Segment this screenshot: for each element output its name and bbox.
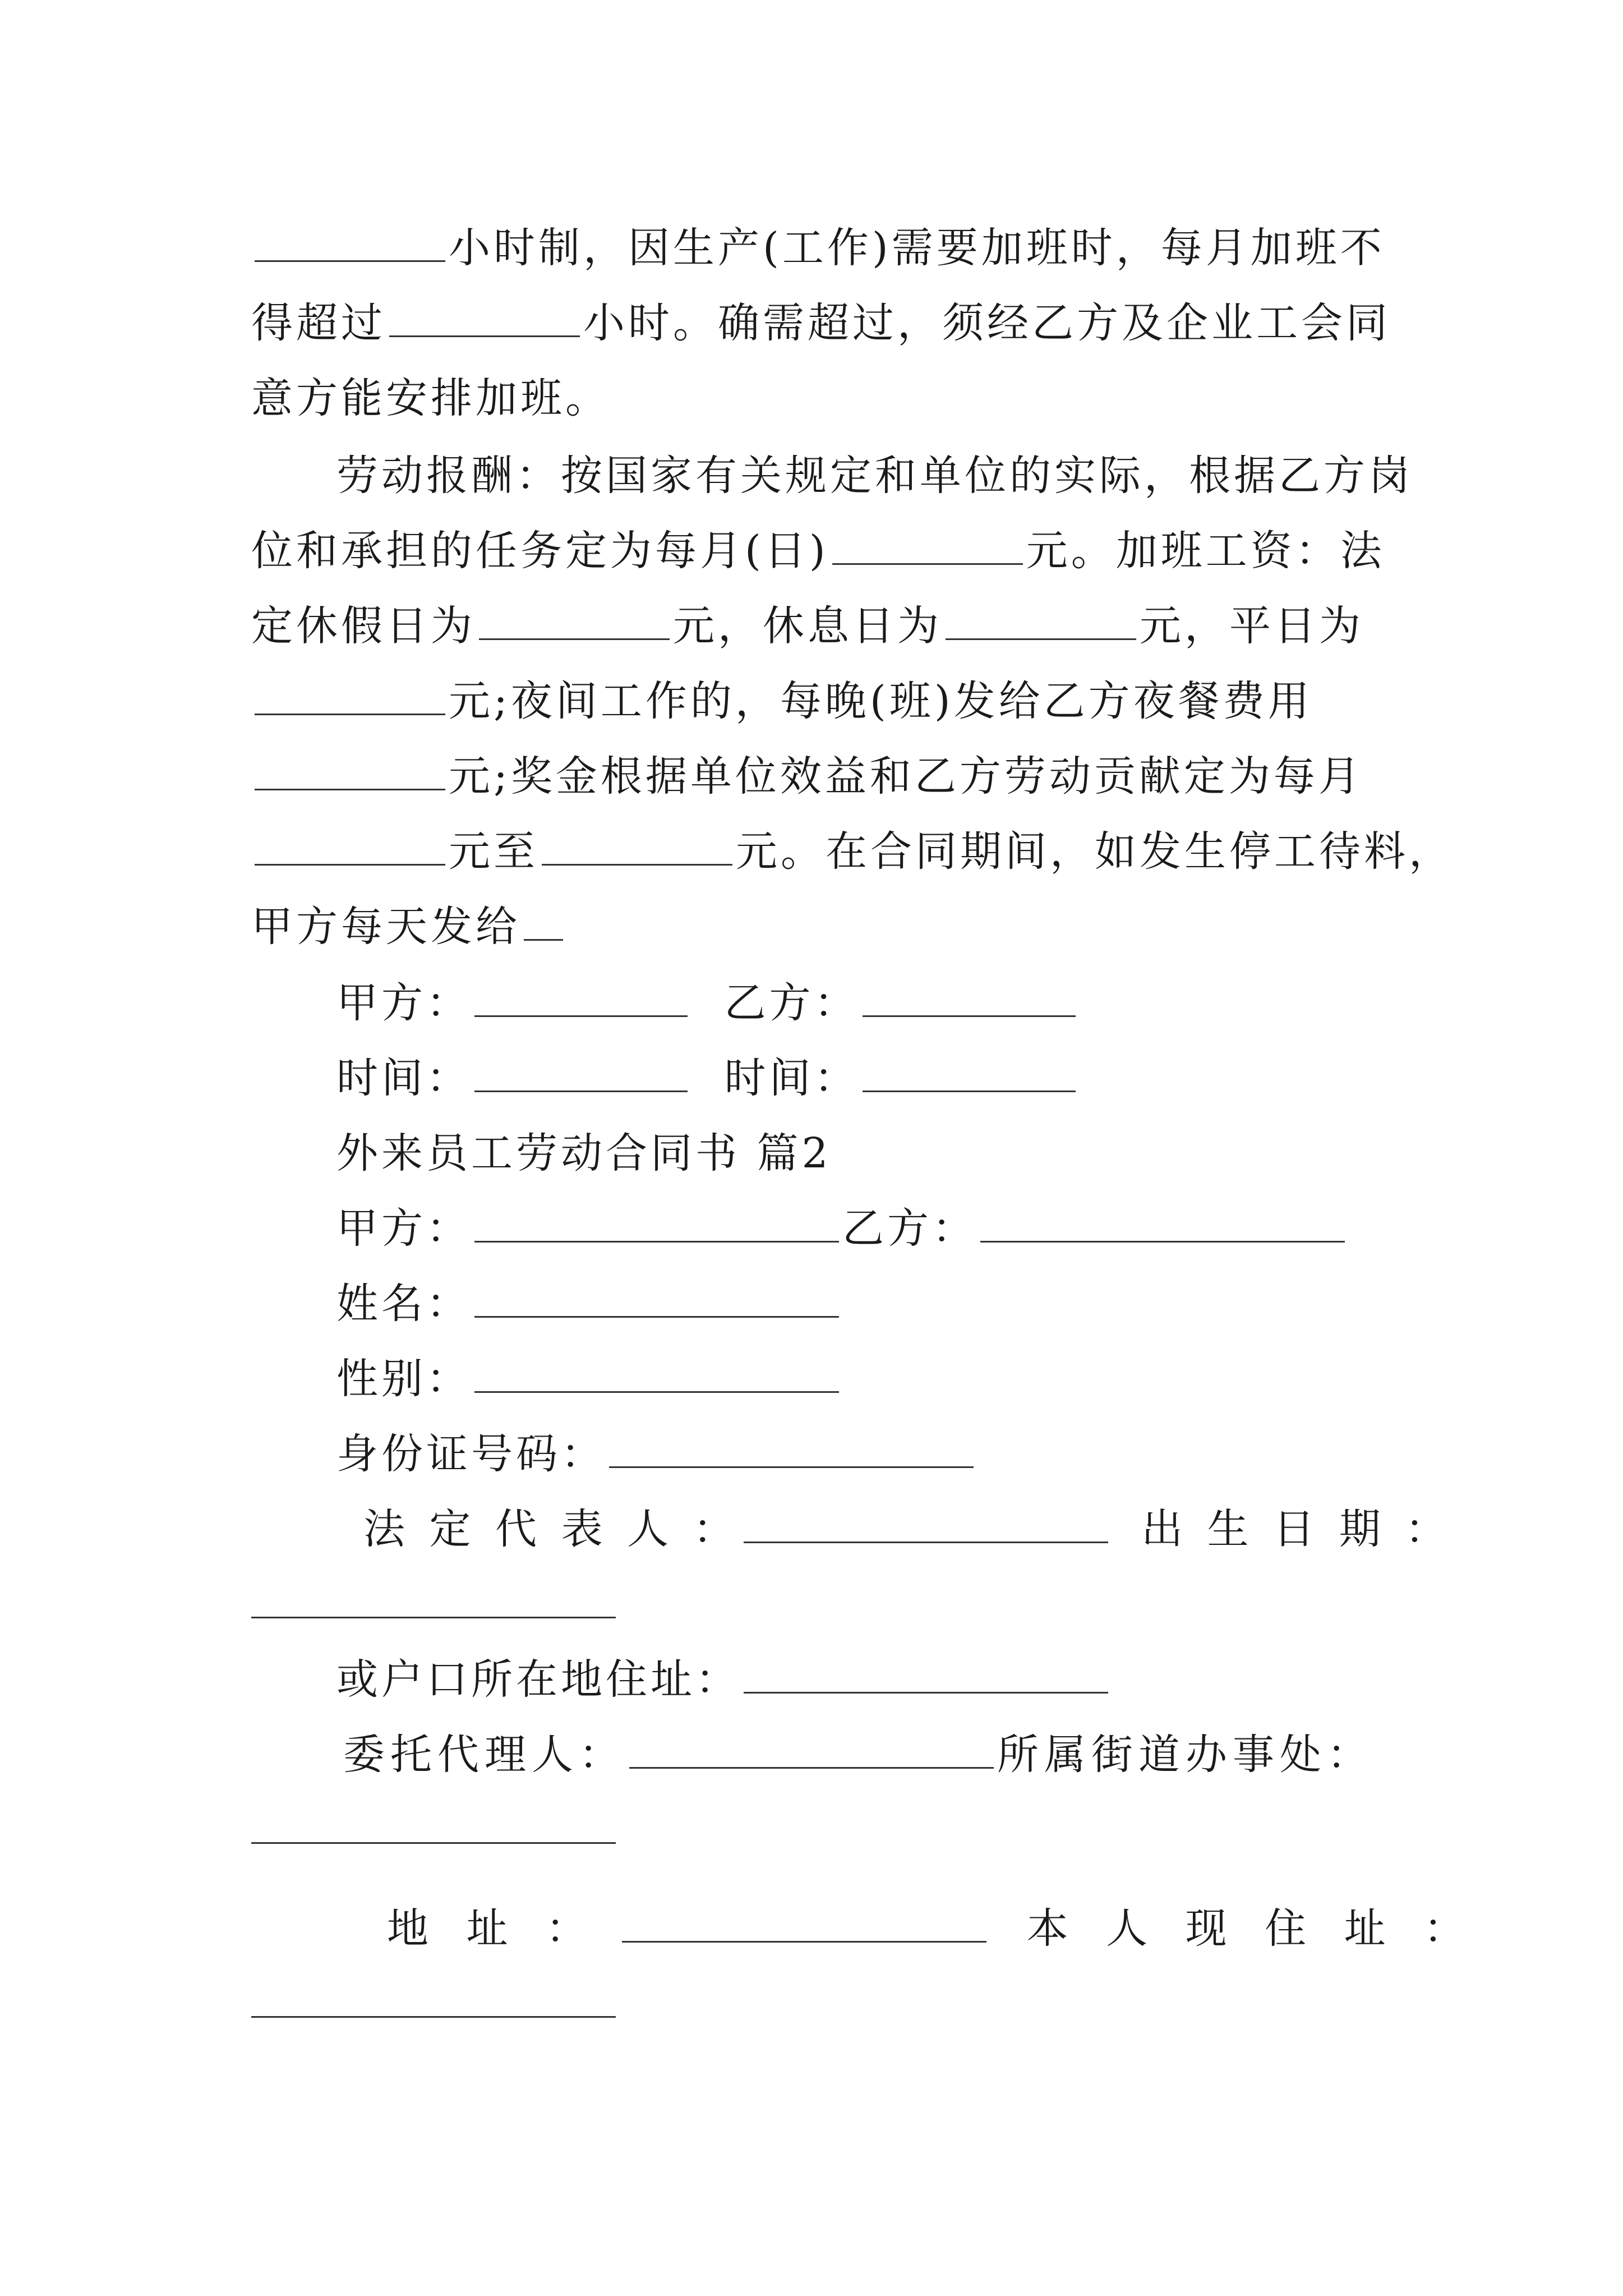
daily-allowance-blank[interactable] (524, 900, 563, 941)
gender-row: 性别： (336, 1345, 842, 1412)
id-number-row: 身份证号码： (336, 1420, 977, 1488)
sign1-time-row: 时间： 时间： (336, 1045, 1079, 1112)
name-blank[interactable] (474, 1277, 839, 1318)
bonus-max-blank[interactable] (542, 825, 732, 866)
para2-line-7: 甲方每天发给 (251, 893, 566, 960)
para2-line-6: 元至 元。在合同期间，如发生停工待料， (251, 818, 1454, 885)
overtime-limit-blank[interactable] (389, 296, 580, 337)
sign1-parties-row: 甲方： 乙方： (336, 969, 1079, 1037)
party-a-time-blank[interactable] (474, 1051, 688, 1092)
legal-rep-row: 法 定 代 表 人 ： 出 生 日 期 ： (363, 1496, 1452, 1563)
birth-date-blank[interactable] (251, 1577, 616, 1618)
para1-line-2: 得超过 小时。确需超过，须经乙方及企业工会同 (251, 289, 1391, 357)
hours-system-blank[interactable] (255, 221, 445, 262)
employee-blank[interactable] (980, 1202, 1345, 1243)
street-office-blank[interactable] (251, 1803, 616, 1844)
para1-line-1: 小时制，因生产(工作)需要加班时，每月加班不 (251, 214, 1385, 282)
legal-rep-blank[interactable] (744, 1502, 1108, 1543)
night-meal-blank[interactable] (255, 749, 445, 790)
employer-blank[interactable] (474, 1202, 839, 1243)
para1-line-3: 意方能安排加班。 (251, 374, 610, 422)
section2-title: 外来员工劳动合同书 篇2 (336, 1129, 832, 1177)
birth-date-row (251, 1571, 619, 1638)
party-b-signature-blank[interactable] (863, 976, 1076, 1017)
weekday-pay-blank[interactable] (255, 674, 445, 715)
current-address-blank[interactable] (251, 1977, 616, 2018)
household-row: 或户口所在地住址： (336, 1646, 1112, 1713)
para2-line-2: 位和承担的任务定为每月(日) 元。加班工资：法 (251, 517, 1385, 585)
monthly-wage-blank[interactable] (832, 524, 1023, 565)
name-row: 姓名： (336, 1270, 842, 1337)
holiday-pay-blank[interactable] (479, 599, 670, 640)
agent-row: 委托代理人： 所属街道办事处： (343, 1721, 1374, 1788)
current-address-row (251, 1970, 619, 2037)
gender-blank[interactable] (474, 1352, 839, 1393)
para2-line-3: 定休假日为 元，休息日为 元，平日为 (251, 592, 1364, 660)
agent-blank[interactable] (629, 1728, 994, 1769)
para2-line-5: 元;奖金根据单位效益和乙方劳动贡献定为每月 (251, 743, 1363, 810)
street-office-row (251, 1796, 619, 1864)
address-blank[interactable] (622, 1902, 986, 1943)
para2-line-4: 元;夜间工作的，每晚(班)发给乙方夜餐费用 (251, 668, 1313, 735)
party-b-time-blank[interactable] (863, 1051, 1076, 1092)
section2-parties-row: 甲方： 乙方： (336, 1195, 1348, 1262)
party-a-signature-blank[interactable] (474, 976, 688, 1017)
para2-line-1: 劳动报酬：按国家有关规定和单位的实际，根据乙方岗 (336, 452, 1413, 500)
address-row: 地 址 ： 本 人 现 住 址 ： (387, 1895, 1477, 1962)
id-number-blank[interactable] (609, 1427, 974, 1468)
bonus-min-blank[interactable] (255, 825, 445, 866)
restday-pay-blank[interactable] (946, 599, 1136, 640)
household-address-blank[interactable] (744, 1653, 1108, 1694)
